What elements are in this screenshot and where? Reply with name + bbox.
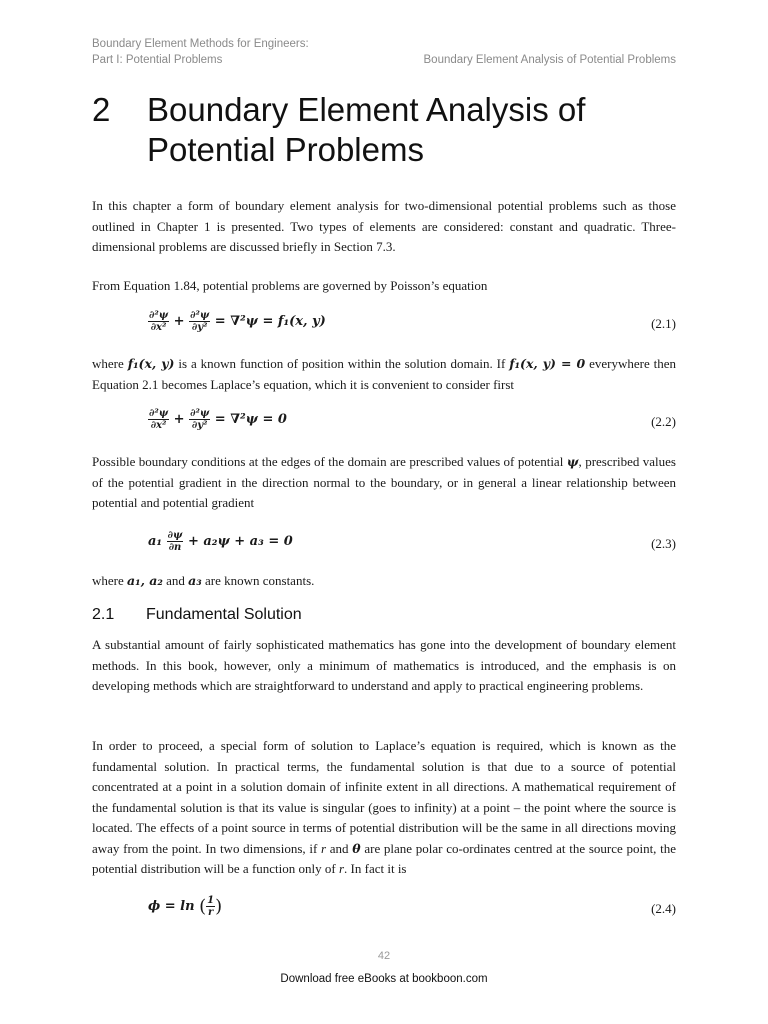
constants-paragraph: where a₁, a₂ and a₃ are known constants. bbox=[92, 573, 315, 588]
section-number: 2.1 bbox=[92, 606, 115, 623]
page-number: 42 bbox=[377, 950, 391, 962]
equation-number: (2.2) bbox=[651, 414, 676, 429]
fundamental-solution-paragraph-1: A substantial amount of fairly sophisticated mathematics has gone into the development of boundary element methods. In this book, however, only a minimum of mathematics is introduced, and the emphasis is on developing methods which are straightforward to understand and apply to practical engineering problems. bbox=[92, 637, 676, 693]
fundamental-solution-paragraph-2: In order to proceed, a special form of solution to Laplace’s equation is required, which is known as the fundamental solution. In practical terms, the fundamental solution is that due to a source of potential concentrated at a point in a solution domain of infinite extent in all directions. A mathematical requirement of the fundamental solution is that its value is singular (goes to infinity) at a point – the point where the source is located. The effects of a point source in terms of potential distribution will be the same in all directions moving away from the point. In two dimensions, if r and θ are plane polar co-ordinates centred at the source point, the potential distribution will be a function only of r. In fact it is bbox=[92, 738, 677, 876]
running-head bbox=[92, 36, 676, 68]
chapter-running-title: Boundary Element Analysis of Potential Problems bbox=[423, 54, 676, 66]
book-title-line2: Part I: Potential Problems bbox=[92, 54, 223, 66]
equation-2-1: $\frac{\text{∂²ψ}}{\text{∂x²}}$ + $\frac{\text{∂²ψ}}{\text{∂y²}}$ = ∇²ψ = f₁(x, y) (2.1) bbox=[149, 310, 676, 333]
where-f1-paragraph: where f₁(x, y) is a known function of position within the solution domain. If f₁(x, y) = 0 everywhere then Equation 2.1 becomes Laplace’s equation, which it is convenient to consider first bbox=[92, 356, 677, 392]
book-title-line1: Boundary Element Methods for Engineers: bbox=[92, 38, 309, 50]
poisson-intro: From Equation 1.84, potential problems are governed by Poisson’s equation bbox=[92, 278, 488, 293]
equation-2-3: a₁ $\frac{\partial\psi}{\partial n}$ + a₂ψ + a₃ = 0 (2.3) bbox=[148, 530, 676, 553]
chapter-number: 2 bbox=[92, 91, 111, 128]
equation-2-2: $\frac{\text{∂²ψ}}{\text{∂x²}}$ + $\frac{\text{∂²ψ}}{\text{∂y²}}$ = ∇²ψ = 0 (2.2) bbox=[149, 408, 676, 431]
intro-paragraph: In this chapter a form of boundary element analysis for two-dimensional potential problems such as those outlined in Chapter 1 is presented. Two types of elements are considered: constant and quadratic. Three-dimensional problems are discussed briefly in Section 7.3. bbox=[92, 198, 676, 254]
footer-download-link[interactable]: Download free eBooks at bookboon.com bbox=[280, 973, 488, 985]
equation-2-4: ϕ = ln ( $\frac{1}{r}$ ) (2.4) bbox=[148, 895, 676, 918]
section-title: Fundamental Solution bbox=[146, 606, 302, 623]
boundary-conditions-paragraph: Possible boundary conditions at the edges of the domain are prescribed values of potential ψ, prescribed values of the potential gradient in the direction normal to the boundary, or in general a linear relationship between potential and potential gradient bbox=[92, 454, 676, 510]
section-heading bbox=[92, 606, 676, 624]
equation-number: (2.3) bbox=[651, 536, 676, 551]
chapter-title bbox=[92, 90, 692, 170]
chapter-title-text: Boundary Element Analysis of Potential Problems bbox=[147, 91, 586, 168]
equation-number: (2.4) bbox=[651, 901, 676, 916]
equation-number: (2.1) bbox=[651, 316, 676, 331]
